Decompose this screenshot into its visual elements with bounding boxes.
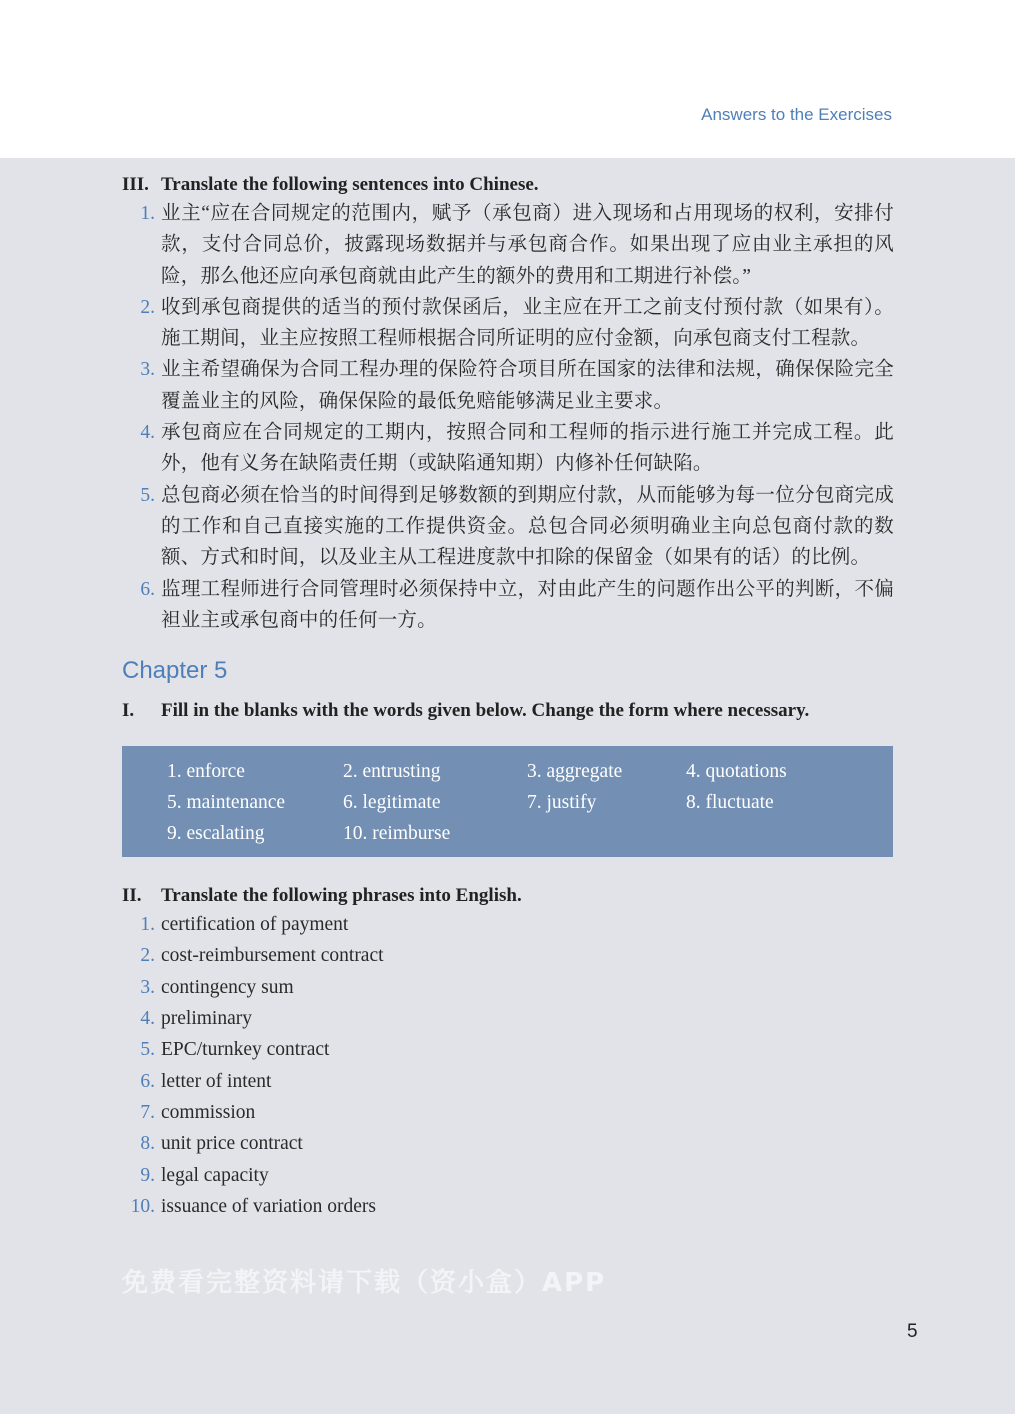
word-item: 2. entrusting xyxy=(343,761,441,783)
word-box xyxy=(122,746,893,857)
item-text: 业主希望确保为合同工程办理的保险符合项目所在国家的法律和法规，确保保险完全覆盖业主的风险，确保保险的最低免赔能够满足业主要求。 xyxy=(161,359,894,412)
list-item xyxy=(122,1003,894,1034)
item-text: letter of intent xyxy=(161,1070,272,1092)
roman-numeral: I. xyxy=(122,700,135,722)
item-number: 3. xyxy=(140,359,155,381)
item-number: 5. xyxy=(140,1039,155,1061)
item-number: 4. xyxy=(140,1008,155,1030)
item-number: 4. xyxy=(140,422,155,444)
page-content xyxy=(122,172,894,1222)
word-item: 7. justify xyxy=(527,792,597,814)
list-item xyxy=(122,417,894,480)
list-item xyxy=(122,574,894,637)
list-item xyxy=(122,1160,894,1191)
word-item: 9. escalating xyxy=(167,823,265,845)
item-text: preliminary xyxy=(161,1008,252,1030)
item-number: 6. xyxy=(140,578,155,600)
item-number: 6. xyxy=(140,1070,155,1092)
item-number: 8. xyxy=(140,1133,155,1155)
item-number: 9. xyxy=(140,1164,155,1186)
list-item xyxy=(122,1066,894,1097)
item-number: 3. xyxy=(140,976,155,998)
page-header xyxy=(0,0,1015,158)
word-item: 1. enforce xyxy=(167,761,245,783)
item-number: 1. xyxy=(140,203,155,224)
page-number: 5 xyxy=(907,1321,918,1342)
list-item xyxy=(122,1034,894,1065)
item-number: 5. xyxy=(140,484,155,506)
list-item xyxy=(122,198,894,292)
list-item xyxy=(122,1097,894,1128)
item-text: 承包商应在合同规定的工期内，按照合同和工程师的指示进行施工并完成工程。此外，他有义务在缺陷责任期（或缺陷通知期）内修补任何缺陷。 xyxy=(161,422,894,475)
section-title: Translate the following sentences into Chinese. xyxy=(161,174,539,195)
item-text: commission xyxy=(161,1101,256,1123)
item-number: 1. xyxy=(140,914,155,936)
item-text: contingency sum xyxy=(161,976,294,998)
item-text: 收到承包商提供的适当的预付款保函后，业主应在开工之前支付预付款（如果有）。施工期间，业主应按照工程师根据合同所证明的应付金额，向承包商支付工程款。 xyxy=(161,296,894,350)
word-item: 8. fluctuate xyxy=(686,792,774,814)
word-item: 4. quotations xyxy=(686,761,787,783)
item-text: issuance of variation orders xyxy=(161,1195,376,1217)
item-text: certification of payment xyxy=(161,914,349,936)
list-item xyxy=(122,354,894,417)
item-number: 10. xyxy=(130,1195,155,1217)
item-number: 2. xyxy=(140,945,155,967)
list-item xyxy=(122,972,894,1003)
list-item xyxy=(122,1191,894,1222)
watermark: 免费看完整资料请下载（资小盒）APP xyxy=(122,1268,607,1298)
item-number: 2. xyxy=(140,296,155,318)
section-heading-iii xyxy=(122,172,894,198)
running-title: Answers to the Exercises xyxy=(701,105,892,124)
item-text: unit price contract xyxy=(161,1133,303,1155)
item-text: EPC/turnkey contract xyxy=(161,1039,330,1061)
list-item xyxy=(122,909,894,940)
word-item: 10. reimburse xyxy=(343,823,451,845)
item-text: cost-reimbursement contract xyxy=(161,945,384,967)
list-item xyxy=(122,940,894,971)
section-heading-ii xyxy=(122,883,894,909)
word-item: 3. aggregate xyxy=(527,761,623,783)
list-item xyxy=(122,292,894,355)
chapter-title: Chapter 5 xyxy=(122,657,228,685)
word-item: 6. legitimate xyxy=(343,792,441,814)
list-item xyxy=(122,480,894,574)
section-heading-i xyxy=(122,698,894,724)
item-text: legal capacity xyxy=(161,1164,269,1186)
word-item: 5. maintenance xyxy=(167,792,286,814)
item-text: 业主“应在合同规定的范围内，赋予（承包商）进入现场和占用现场的权利，安排付款，支付合同总价，披露现场数据并与承包商合作。如果出现了应由业主承担的风险，那么他还应向承包商就由此产生的额外的费用和工期进行补偿。” xyxy=(161,203,894,287)
list-item xyxy=(122,1128,894,1159)
item-text: 总包商必须在恰当的时间得到足够数额的到期应付款，从而能够为每一位分包商完成的工作和自己直接实施的工作提供资金。总包合同必须明确业主向总包商付款的数额、方式和时间，以及业主从工程进度款中扣除的保留金（如果有的话）的比例。 xyxy=(161,484,894,569)
section-title: Translate the following phrases into English. xyxy=(161,885,522,907)
item-text: 监理工程师进行合同管理时必须保持中立，对由此产生的问题作出公平的判断，不偏袒业主或承包商中的任何一方。 xyxy=(161,578,894,631)
roman-numeral: III. xyxy=(122,174,149,195)
section-title: Fill in the blanks with the words given below. Change the form where necessary. xyxy=(161,700,810,722)
roman-numeral: II. xyxy=(122,885,142,907)
item-number: 7. xyxy=(140,1101,155,1123)
